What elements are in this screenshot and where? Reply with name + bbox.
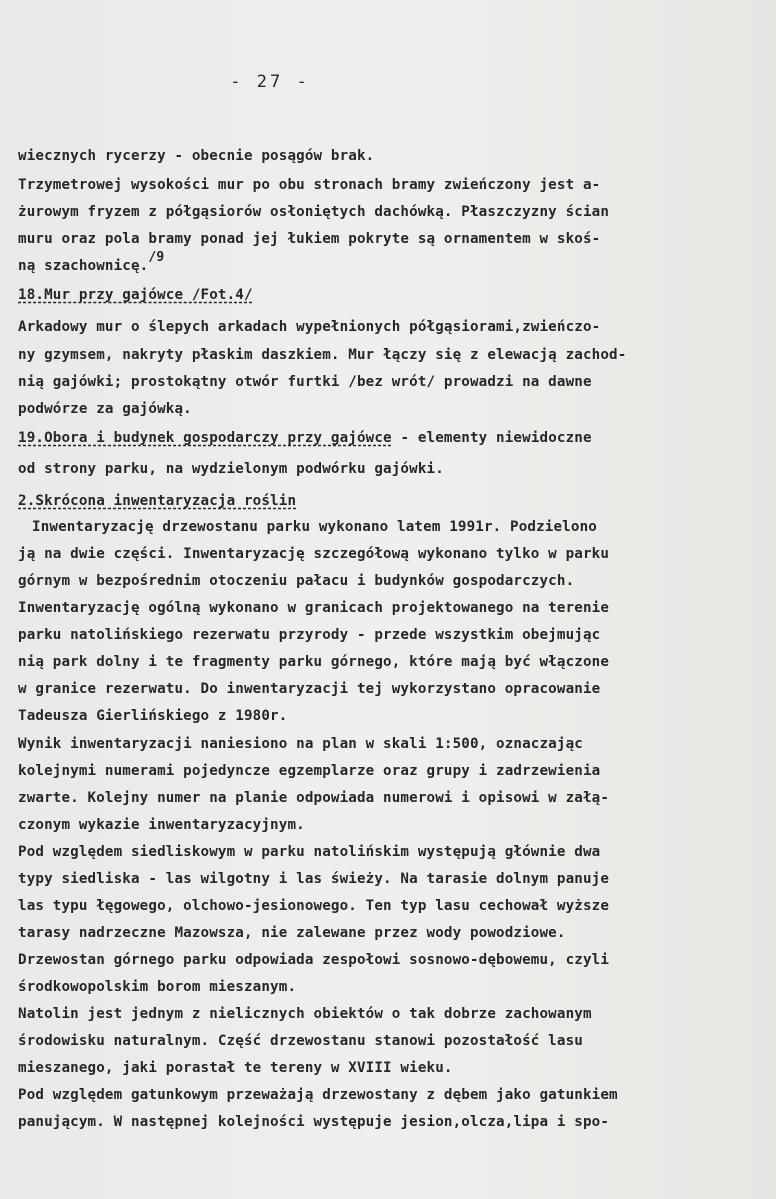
text-line: żurowym fryzem z półgąsiorów osłoniętych dachówką. Płaszczyzny ścian [18,204,610,220]
text-line: nią park dolny i te fragmenty parku górnego, które mają być włączone [18,654,610,670]
section-heading-2: 2.Skrócona inwentaryzacja roślin [18,493,297,509]
text-line: mieszanego, jaki porastał te tereny w XVIII wieku. [18,1060,453,1076]
text-line: Arkadowy mur o ślepych arkadach wypełnionych półgąsiorami,zwieńczo- [18,319,601,335]
text-line: panującym. W następnej kolejności występuje jesion,olcza,lipa i spo- [18,1114,610,1130]
heading-tail: - elementy niewidoczne [391,430,592,446]
text-line: środowisku naturalnym. Część drzewostanu stanowi pozostałość lasu [18,1033,583,1049]
text-line [18,250,165,274]
text-line: typy siedliska - las wilgotny i las świeży. Na tarasie dolnym panuje [18,871,610,887]
text-line: Natolin jest jednym z nielicznych obiektów o tak dobrze zachowanym [18,1006,592,1022]
text-line: Pod względem siedliskowym w parku natolińskim występują głównie dwa [18,844,601,860]
text-line: nią gajówki; prostokątny otwór furtki /bez wrót/ prowadzi na dawne [18,374,592,390]
page-number: - 27 - [230,72,310,92]
text-line: las typu łęgowego, olchowo-jesionowego. Ten typ lasu cechował wyższe [18,898,610,914]
text-line: Wynik inwentaryzacji naniesiono na plan w skali 1:500, oznaczając [18,736,583,752]
text-line: muru oraz pola bramy ponad jej łukiem pokryte są ornamentem w skoś- [18,231,601,247]
text-line: ją na dwie części. Inwentaryzację szczegółową wykonano tylko w parku [18,546,610,562]
text-line: ny gzymsem, nakryty płaskim daszkiem. Mur łączy się z elewacją zachod- [18,347,627,363]
text-line: Tadeusza Gierlińskiego z 1980r. [18,708,288,724]
text-line-content: ną szachownicę. [18,258,149,274]
text-line: zwarte. Kolejny numer na planie odpowiada numerowi i opisowi w załą- [18,790,610,806]
text-line: czonym wykazie inwentaryzacyjnym. [18,817,305,833]
text-line: górnym w bezpośrednim otoczeniu pałacu i budynków gospodarczych. [18,573,575,589]
text-line: środkowopolskim borom mieszanym. [18,979,297,995]
text-line: Pod względem gatunkowym przeważają drzewostany z dębem jako gatunkiem [18,1087,618,1103]
text-line: od strony parku, na wydzielonym podwórku gajówki. [18,461,444,477]
text-line: Inwentaryzację drzewostanu parku wykonano latem 1991r. Podzielono [32,519,597,535]
footnote-ref: /9 [148,250,165,265]
text-line: Drzewostan górnego parku odpowiada zespołowi sosnowo-dębowemu, czyli [18,952,610,968]
text-line: w granice rezerwatu. Do inwentaryzacji tej wykorzystano opracowanie [18,681,601,697]
text-line: wiecznych rycerzy - obecnie posągów brak. [18,148,375,164]
text-line: parku natolińskiego rezerwatu przyrody - przede wszystkim obejmując [18,627,601,643]
text-line: kolejnymi numerami pojedyncze egzemplarze oraz grupy i zadrzewienia [18,763,601,779]
text-line: Inwentaryzację ogólną wykonano w granicach projektowanego na terenie [18,600,610,616]
text-line: Trzymetrowej wysokości mur po obu stronach bramy zwieńczony jest a- [18,177,601,193]
section-heading-19: 19.Obora i budynek gospodarczy przy gajówce [18,430,392,446]
text-line [18,431,592,445]
text-line: tarasy nadrzeczne Mazowsza, nie zalewane przez wody powodziowe. [18,925,566,941]
text-line: podwórze za gajówką. [18,401,192,417]
section-heading-18: 18.Mur przy gajówce /Fot.4/ [18,287,253,303]
